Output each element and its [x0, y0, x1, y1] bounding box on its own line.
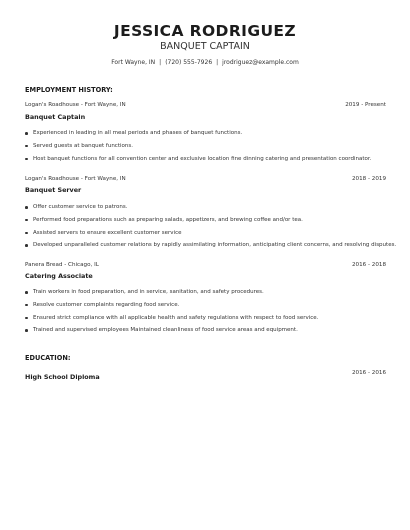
list-item: Experienced in leading in all meal periods and phases of banquet functions. — [22, 127, 392, 140]
education-dates: 2016 - 2016 — [351, 370, 386, 376]
list-item: Resolve customer complaints regarding food service. — [22, 299, 392, 312]
contact-separator: | — [159, 59, 162, 66]
education-degree: High School Diploma — [25, 373, 100, 381]
job-duties-list — [22, 127, 392, 165]
job-role: Banquet Captain — [25, 113, 86, 121]
job-employer: Panera Bread - Chicago, IL — [25, 262, 99, 268]
list-item: Served guests at banquet functions. — [22, 140, 392, 153]
job-employer: Logan's Roadhouse - Fort Wayne, IN — [25, 176, 126, 182]
contact-phone: (720) 555-7926 — [165, 59, 213, 66]
contact-email: jrodriguez@example.com — [222, 59, 299, 66]
job-duties-list — [22, 286, 392, 337]
job-employer: Logan's Roadhouse - Fort Wayne, IN — [25, 102, 126, 108]
candidate-name: JESSICA RODRIGUEZ — [113, 22, 297, 40]
contact-line — [0, 59, 410, 66]
list-item: Trained and supervised employees Maintained cleanliness of food service areas and equipment. — [22, 324, 392, 337]
job-title: BANQUET CAPTAIN — [160, 41, 250, 52]
employment-history-heading: EMPLOYMENT HISTORY: — [25, 86, 113, 94]
job-dates: 2019 - Present — [345, 102, 386, 108]
list-item: Train workers in food preparation, and in service, sanitation, and safety procedures. — [22, 286, 392, 299]
list-item: Developed unparalleled customer relations by rapidly assimilating information, anticipating client concerns, and resolving disputes. — [22, 239, 392, 252]
job-duties-list — [22, 201, 397, 252]
list-item: Host banquet functions for all convention center and exclusive location fine dinning catering and presentation coordinator. — [22, 153, 392, 166]
list-item: Performed food preparations such as preparing salads, appetizers, and brewing coffee and/or tea. — [22, 214, 392, 227]
job-role: Catering Associate — [25, 272, 93, 280]
job-dates: 2016 - 2018 — [351, 262, 386, 268]
list-item: Assisted servers to ensure excellent customer service — [22, 227, 392, 240]
job-role: Banquet Server — [25, 186, 82, 194]
list-item: Ensured strict compliance with all applicable health and safety regulations with respect to food service. — [22, 312, 392, 325]
job-dates: 2018 - 2019 — [351, 176, 386, 182]
list-item: Offer customer service to patrons. — [22, 201, 392, 214]
education-heading: EDUCATION: — [25, 354, 71, 362]
contact-location: Fort Wayne, IN — [111, 59, 156, 66]
contact-separator: | — [216, 59, 219, 66]
